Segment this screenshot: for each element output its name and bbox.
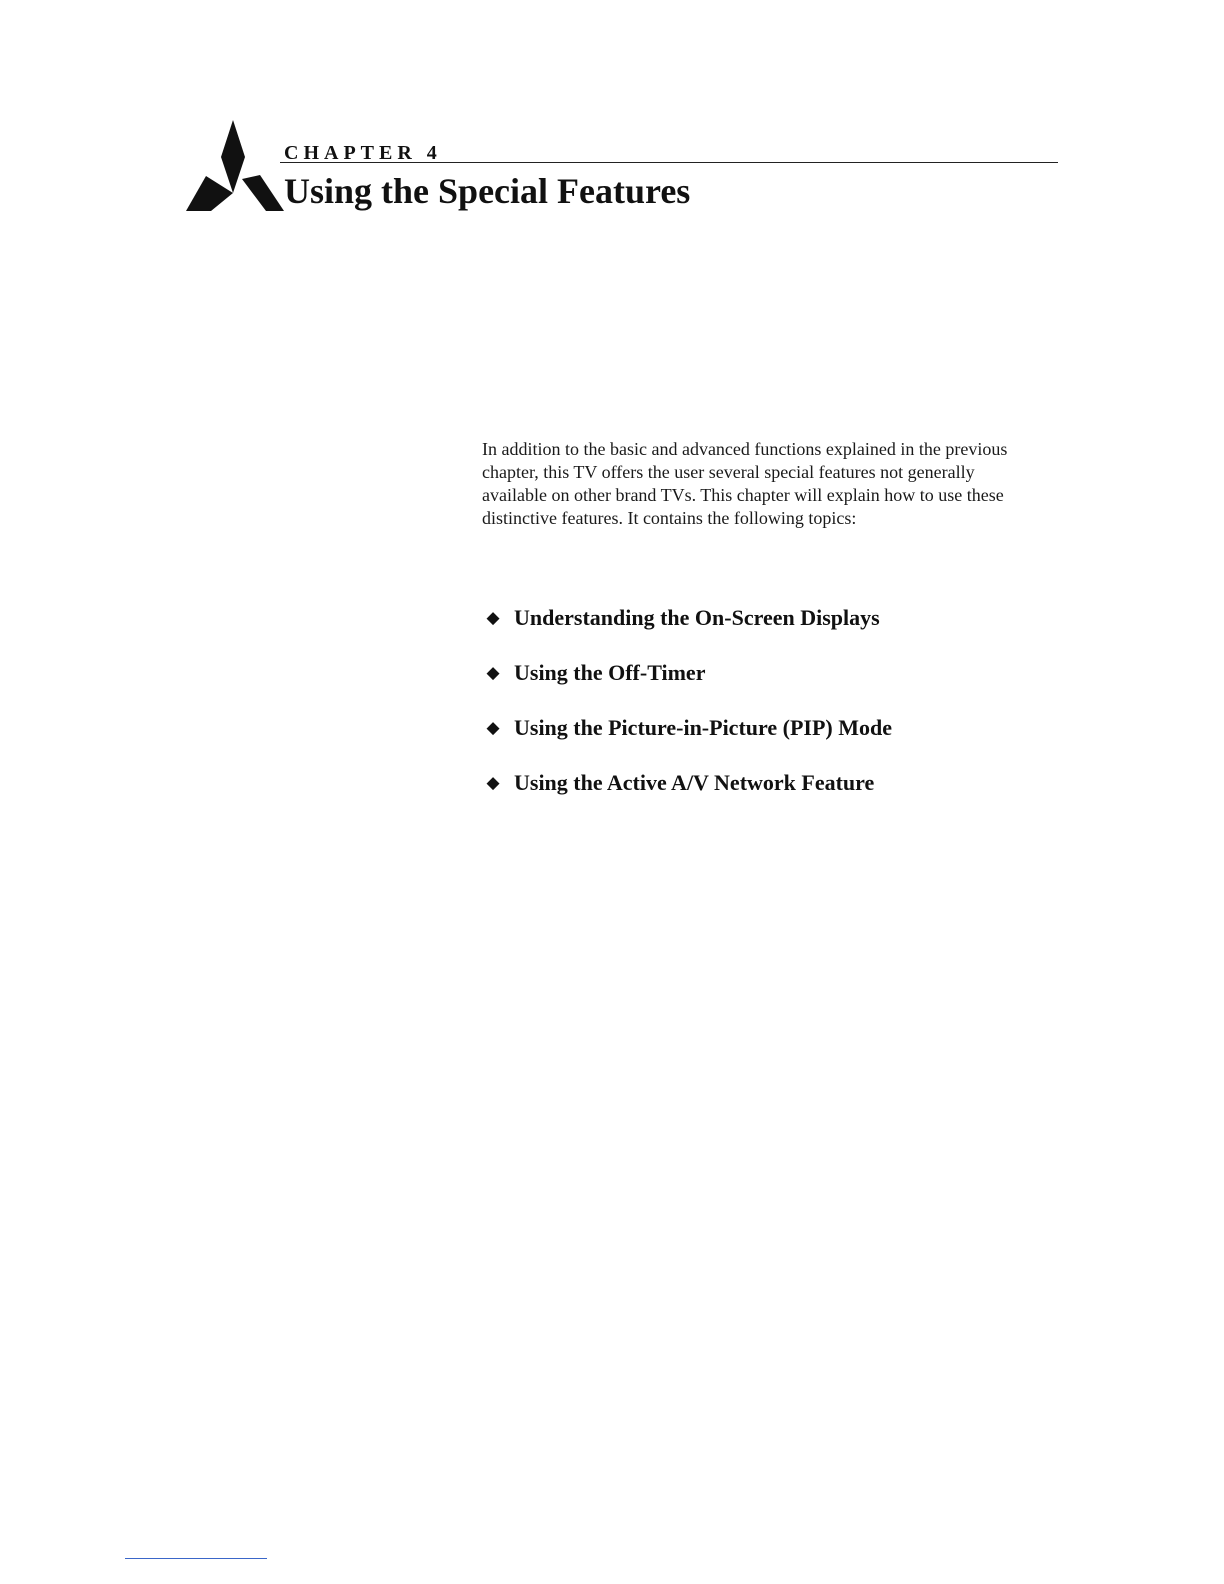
logo-top-diamond	[221, 120, 245, 193]
logo-left-diamond	[186, 176, 233, 211]
diamond-bullet-icon: ◆	[486, 717, 500, 737]
topics-list	[484, 590, 892, 810]
topic-label: Using the Off-Timer	[514, 659, 706, 685]
chapter-divider	[280, 162, 1058, 163]
topic-label: Using the Picture-in-Picture (PIP) Mode	[514, 714, 892, 740]
chapter-label: CHAPTER 4	[284, 142, 442, 164]
page-title: Using the Special Features	[284, 171, 691, 211]
logo-right-diamond	[242, 175, 284, 211]
three-diamonds-logo-icon	[186, 120, 284, 212]
topic-label: Using the Active A/V Network Feature	[514, 769, 875, 795]
list-item	[484, 590, 892, 645]
diamond-bullet-icon: ◆	[486, 662, 500, 682]
topic-label: Understanding the On-Screen Displays	[514, 604, 880, 630]
list-item	[484, 645, 892, 700]
intro-paragraph: In addition to the basic and advanced functions explained in the previous chapter, this TV offers the user several special features not generally available on other brand TVs. This chapter will explain how to use these distinctive features. It contains the following topics:	[482, 439, 1008, 528]
footer-divider	[125, 1558, 267, 1559]
list-item	[484, 700, 892, 755]
diamond-bullet-icon: ◆	[486, 772, 500, 792]
diamond-bullet-icon: ◆	[486, 607, 500, 627]
list-item	[484, 755, 892, 810]
